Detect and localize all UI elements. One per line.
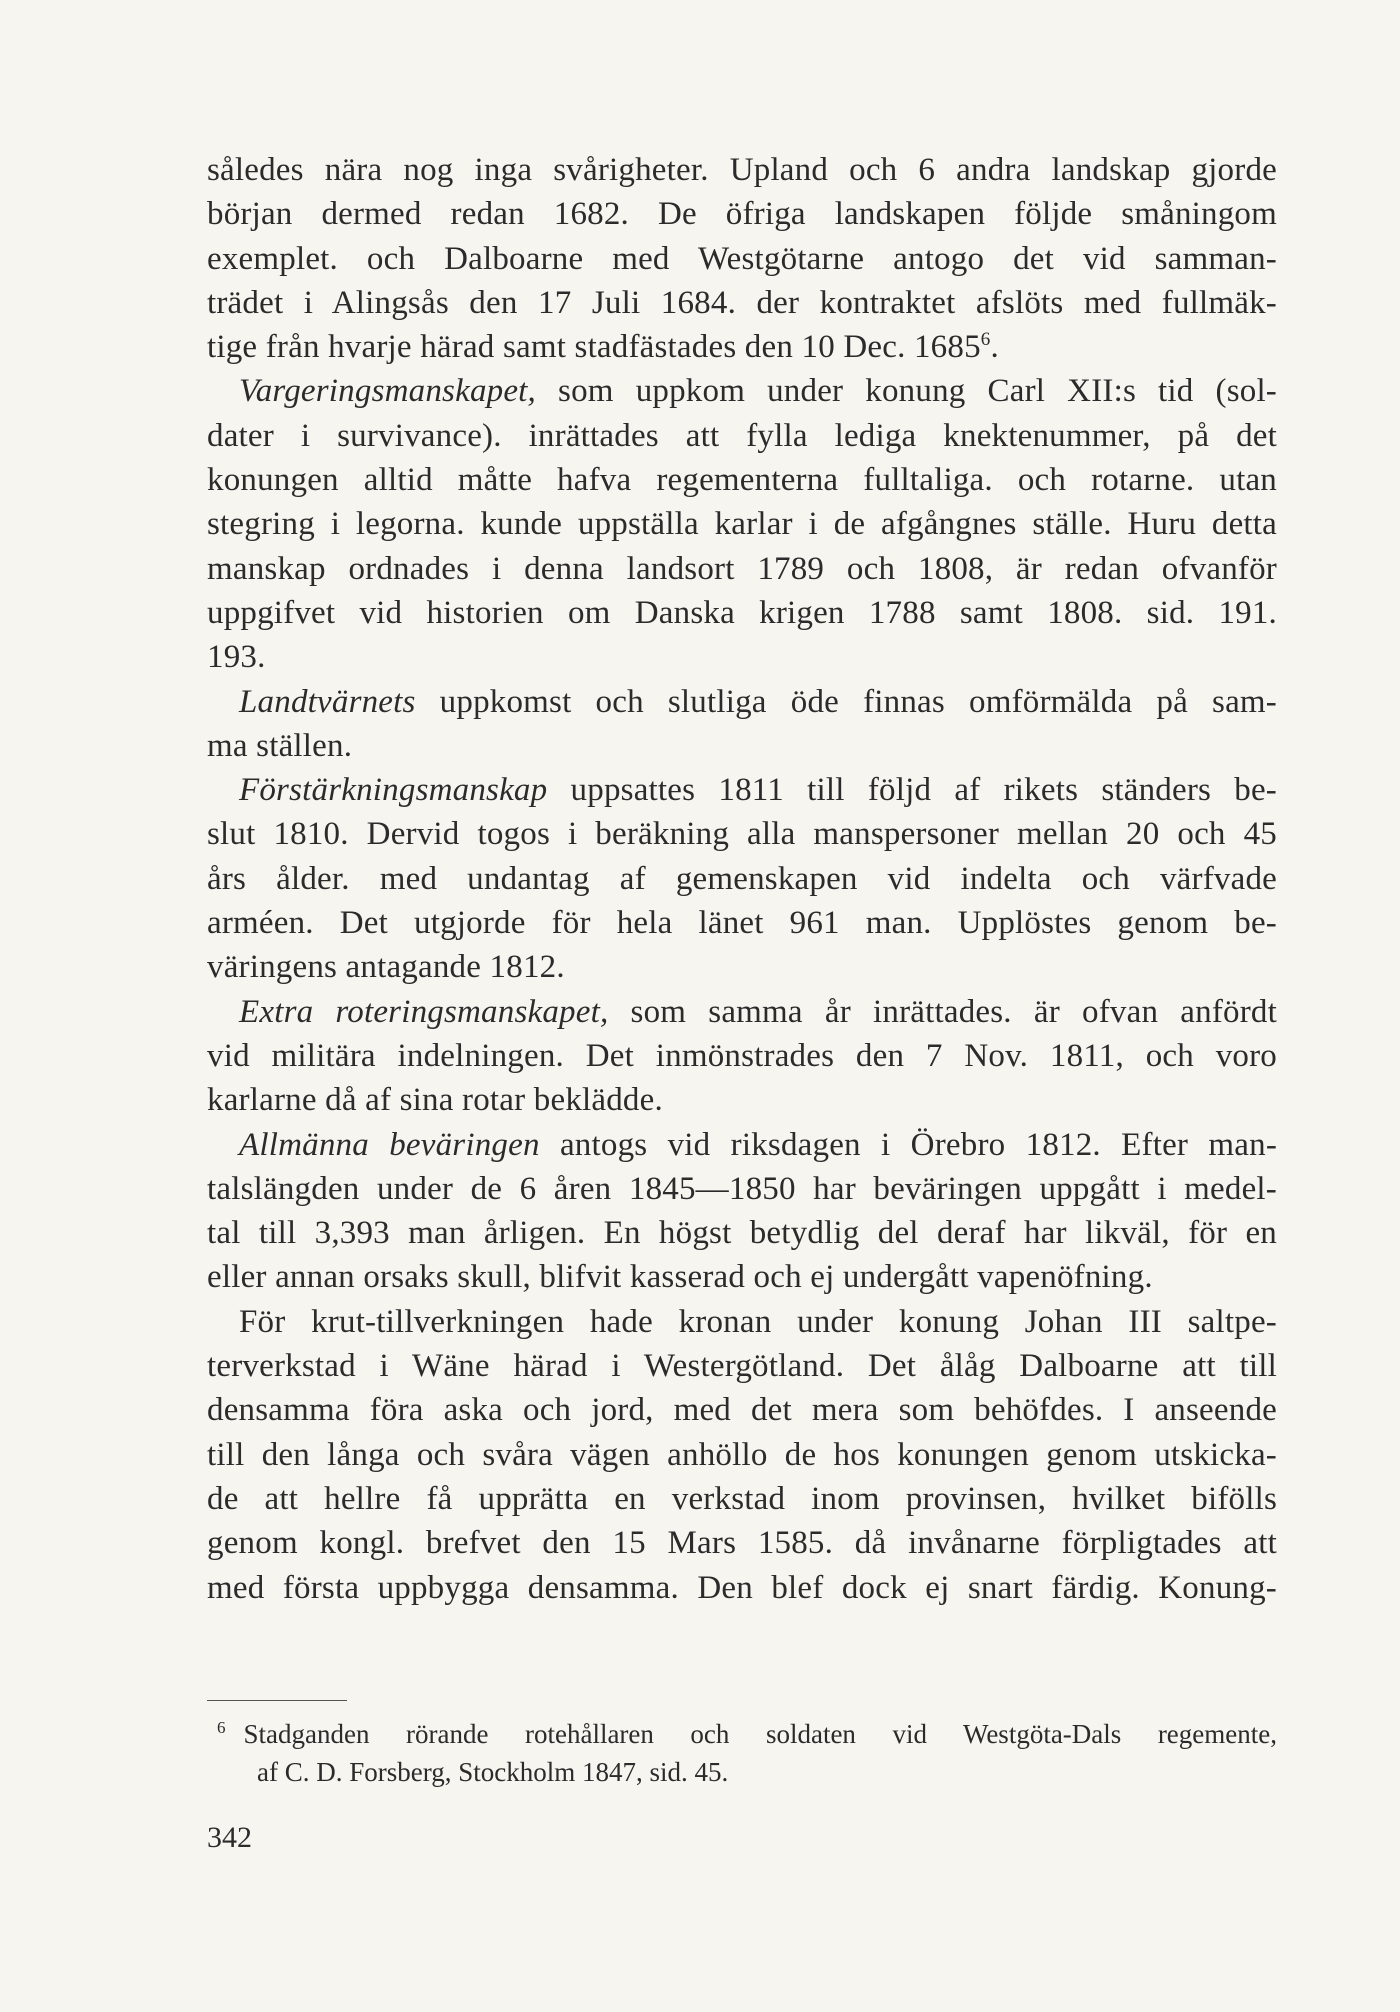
text-line: manskap ordnades i denna landsort 1789 och 1808, är redan ofvanför bbox=[207, 550, 1277, 587]
text-segment: . bbox=[990, 329, 999, 366]
text-line: 193. bbox=[207, 639, 266, 676]
text-line: dater i survivance). inrättades att fylla lediga knektenummer, på det bbox=[207, 417, 1277, 454]
text-line: trädet i Alingsås den 17 Juli 1684. der kontraktet afslöts med fullmäk- bbox=[207, 284, 1277, 321]
text-line: För krut-tillverkningen hade kronan under konung Johan III saltpe- bbox=[239, 1303, 1277, 1340]
italic-term: Extra roteringsmanskapet, bbox=[239, 993, 609, 1030]
text-segment: som uppkom under konung Carl XII:s tid (sol- bbox=[536, 373, 1277, 410]
text-line: de att hellre få upprätta en verkstad inom provinsen, hvilket bifölls bbox=[207, 1480, 1277, 1517]
text-line: densamma föra aska och jord, med det mera som behöfdes. I anseende bbox=[207, 1392, 1277, 1429]
text-line bbox=[207, 369, 1277, 413]
text-line: konungen alltid måtte hafva regementerna fulltaliga. och rotarne. utan bbox=[207, 462, 1277, 499]
text-line bbox=[207, 680, 1277, 724]
text-line: väringens antagande 1812. bbox=[207, 949, 565, 986]
text-line: ma ställen. bbox=[207, 727, 353, 764]
text-line: tal till 3,393 man årligen. En högst betydlig del deraf har likväl, för en bbox=[207, 1215, 1277, 1252]
italic-term: Landtvärnets bbox=[239, 683, 416, 720]
text-line: således nära nog inga svårigheter. Upland och 6 andra landskap gjorde bbox=[207, 152, 1277, 188]
page-number: 342 bbox=[207, 1821, 252, 1854]
text-segment: antogs vid riksdagen i Örebro 1812. Efter man- bbox=[539, 1126, 1278, 1163]
text-line: vid militära indelningen. Det inmönstrades den 7 Nov. 1811, och voro bbox=[207, 1037, 1277, 1074]
footnote bbox=[207, 1700, 1277, 1791]
text-line: eller annan orsaks skull, blifvit kasserad och ej undergått vapenöfning. bbox=[207, 1259, 1153, 1296]
footnote-line bbox=[207, 1715, 1277, 1753]
text-line: stegring i legorna. kunde uppställa karlar i de afgångnes ställe. Huru detta bbox=[207, 506, 1277, 543]
text-line: till den långa och svåra vägen anhöllo de hos konungen genom utskicka- bbox=[207, 1436, 1277, 1473]
text-line: genom kongl. brefvet den 15 Mars 1585. då invånarne förpligtades att bbox=[207, 1525, 1277, 1562]
text-segment: uppkomst och slutliga öde finnas omförmälda på sam- bbox=[415, 683, 1277, 720]
text-line bbox=[207, 990, 1277, 1034]
footnote-text: Stadganden rörande rotehållaren och soldaten vid Westgöta-Dals regemente, bbox=[243, 1719, 1277, 1749]
text-line bbox=[207, 1123, 1277, 1167]
footnote-reference: 6 bbox=[980, 329, 991, 351]
italic-term: Förstärkningsmanskap bbox=[239, 772, 548, 809]
text-segment: som samma år inrättades. är ofvan anfördt bbox=[608, 993, 1277, 1030]
footnote-mark: 6 bbox=[217, 1718, 226, 1737]
italic-term: Allmänna beväringen bbox=[239, 1126, 540, 1163]
text-segment: uppsattes 1811 till följd af rikets ständers be- bbox=[547, 772, 1277, 809]
text-line bbox=[207, 325, 1277, 369]
text-line: talslängden under de 6 åren 1845—1850 har beväringen uppgått i medel- bbox=[207, 1170, 1277, 1207]
text-line bbox=[207, 768, 1277, 812]
text-line: arméen. Det utgjorde för hela länet 961 man. Upplöstes genom be- bbox=[207, 905, 1277, 942]
text-line: början dermed redan 1682. De öfriga landskapen följde småningom bbox=[207, 196, 1277, 233]
footnote-rule bbox=[207, 1700, 347, 1701]
text-line: terverkstad i Wäne härad i Westergötland. Det ålåg Dalboarne att till bbox=[207, 1348, 1277, 1385]
page-body bbox=[207, 148, 1277, 1610]
text-line: exemplet. och Dalboarne med Westgötarne antogo det vid samman- bbox=[207, 240, 1277, 277]
text-line: uppgifvet vid historien om Danska krigen 1788 samt 1808. sid. 191. bbox=[207, 594, 1277, 631]
text-segment: tige från hvarje härad samt stadfästades den 10 Dec. 1685 bbox=[207, 329, 981, 366]
text-line: års ålder. med undantag af gemenskapen vid indelta och värfvade bbox=[207, 860, 1277, 897]
italic-term: Vargeringsmanskapet, bbox=[239, 373, 537, 410]
footnote-line: af C. D. Forsberg, Stockholm 1847, sid. 45. bbox=[257, 1757, 729, 1787]
text-line: karlarne då af sina rotar beklädde. bbox=[207, 1082, 663, 1119]
text-line: med första uppbygga densamma. Den blef dock ej snart färdig. Konung- bbox=[207, 1569, 1277, 1606]
text-line: slut 1810. Dervid togos i beräkning alla manspersoner mellan 20 och 45 bbox=[207, 816, 1277, 853]
